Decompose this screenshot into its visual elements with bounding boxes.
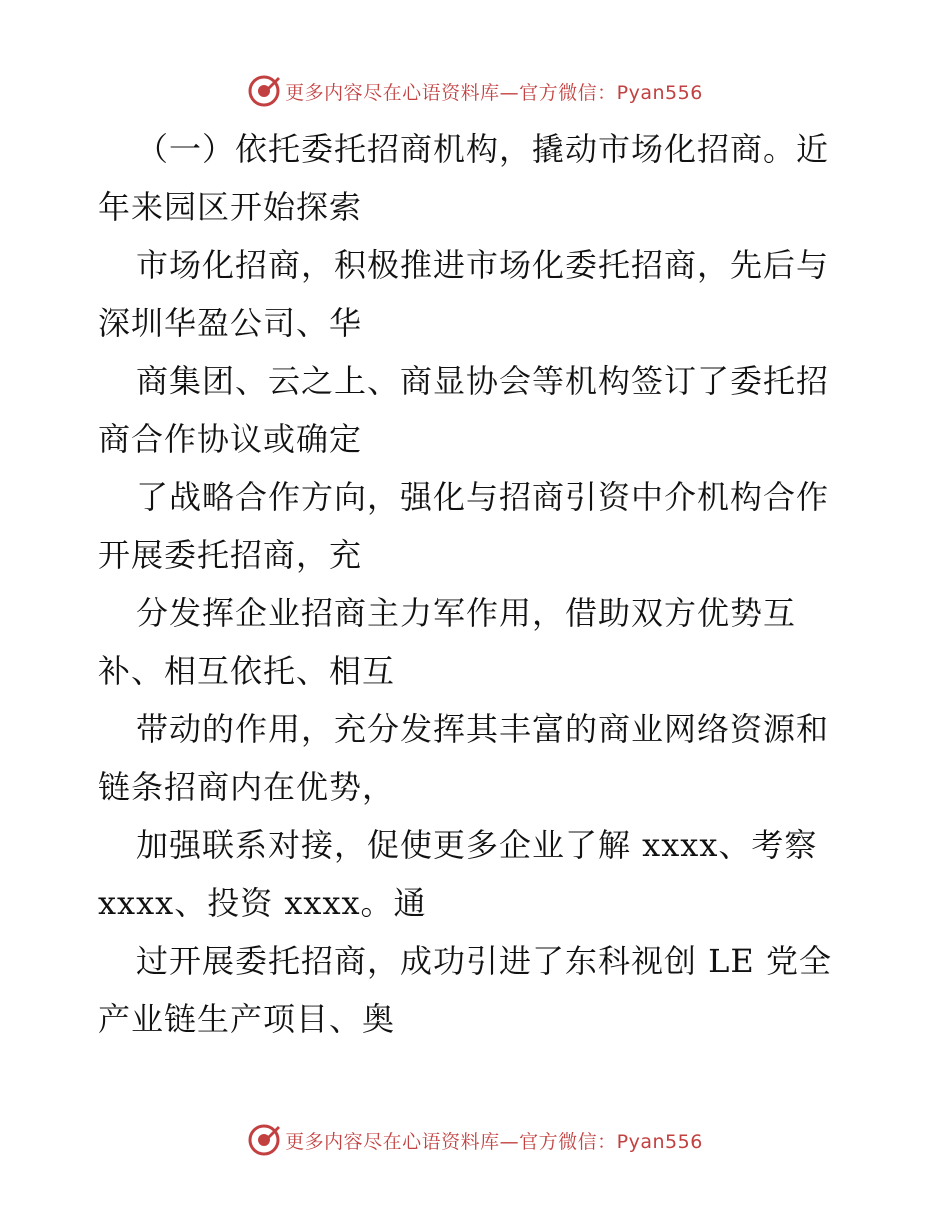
text-line: 深圳华盈公司、华 — [98, 304, 363, 342]
document-body — [98, 120, 858, 1048]
text-line: 年来园区开始探索 — [98, 188, 363, 226]
text-line: （一）依托委托招商机构，撬动市场化招商。近 — [136, 130, 830, 168]
text-line: 分发挥企业招商主力军作用，借助双方优势互 — [136, 594, 797, 632]
pen-logo-icon — [247, 1123, 281, 1157]
text-line: xxxx、投资 xxxx。通 — [98, 884, 427, 922]
text-line: 补、相互依托、相互 — [98, 652, 396, 690]
pen-logo-icon — [247, 74, 281, 108]
text-line: 链条招商内在优势， — [98, 768, 396, 806]
text-line: 带动的作用，充分发挥其丰富的商业网络资源和 — [136, 710, 830, 748]
text-line: 商集团、云之上、商显协会等机构签订了委托招 — [136, 362, 830, 400]
text-line: 过开展委托招商，成功引进了东科视创 LE 党全 — [136, 942, 832, 980]
text-line: 市场化招商，积极推进市场化委托招商，先后与 — [136, 246, 830, 284]
header-watermark-banner — [0, 71, 950, 111]
text-line: 商合作协议或确定 — [98, 420, 363, 458]
footer-watermark-banner — [0, 1120, 950, 1160]
text-line: 了战略合作方向，强化与招商引资中介机构合作 — [136, 478, 830, 516]
header-banner-text: 更多内容尽在心语资料库—官方微信：Pyan556 — [285, 81, 703, 104]
text-line: 加强联系对接，促使更多企业了解 xxxx、考察 — [136, 826, 818, 864]
text-line: 产业链生产项目、奥 — [98, 1000, 396, 1038]
text-line: 开展委托招商，充 — [98, 536, 363, 574]
footer-banner-text: 更多内容尽在心语资料库—官方微信：Pyan556 — [285, 1130, 703, 1153]
